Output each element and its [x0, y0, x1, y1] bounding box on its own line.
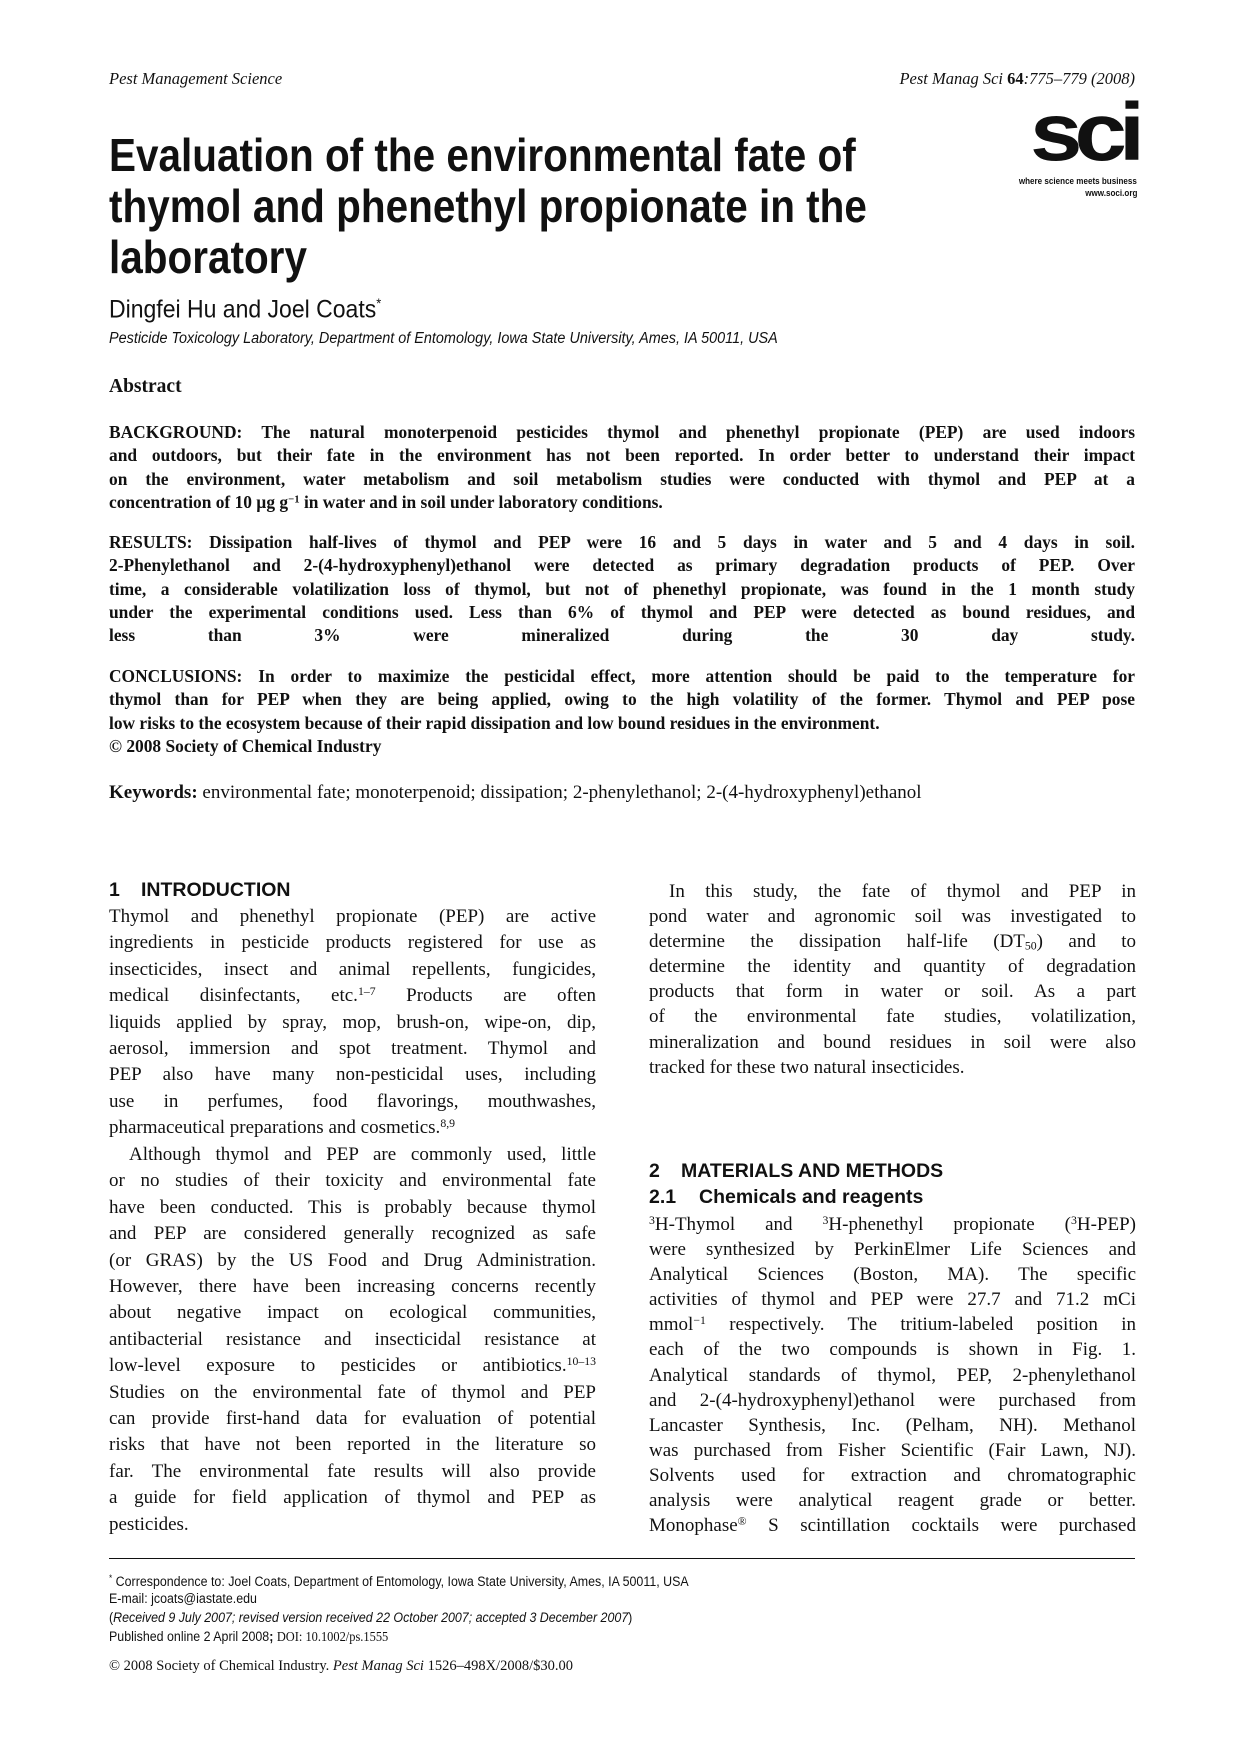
citation-pages: :775–779 (2008) — [1023, 69, 1135, 88]
title-line: Evaluation of the environmental fate of — [109, 129, 856, 181]
text-line: Analytical Sciences (Boston, MA). The specific — [649, 1264, 1136, 1286]
section-title: MATERIALS AND METHODS — [681, 1160, 944, 1182]
text-line: CONCLUSIONS: In order to maximize the pesticidal effect, more attention should be paid to the temperature for — [109, 666, 1135, 686]
sci-logo — [1005, 87, 1137, 202]
text-line: each of the two compounds is shown in Fig. 1. — [649, 1339, 1136, 1361]
citation-volume: 64 — [1007, 69, 1024, 88]
text-line: on the environment, water metabolism and soil metabolism studies were conducted with thymol and PEP at a — [109, 468, 1135, 489]
abstract-results — [109, 531, 1135, 647]
text-line: (or GRAS) by the US Food and Drug Administration. — [109, 1249, 596, 1271]
text-line: pesticides. — [109, 1513, 189, 1535]
copyright-footer — [109, 1658, 573, 1675]
section-number: 2 — [649, 1160, 660, 1182]
text-line: Solvents used for extraction and chromatographic — [649, 1464, 1136, 1486]
superscript: −1 — [693, 1314, 706, 1328]
correspondence-text: Correspondence to: Joel Coats, Department of Entomology, Iowa State University, Ames, IA 50011, USA — [112, 1574, 689, 1589]
footnote-email: E-mail: jcoats@iastate.edu — [109, 1591, 257, 1606]
citation-journal: Pest Manag Sci — [899, 69, 1004, 88]
keywords-label: Keywords: — [109, 782, 198, 803]
text-line: risks that have not been reported in the literature so — [109, 1434, 596, 1456]
text-line: pond water and agronomic soil was investigated to — [649, 906, 1136, 928]
superscript: 3 — [1070, 1214, 1077, 1228]
text-line: 2-Phenylethanol and 2-(4-hydroxyphenyl)ethanol were detected as primary degradation products of PEP. Over — [109, 555, 1135, 576]
author-names: Dingfei Hu and Joel Coats — [109, 295, 377, 324]
section-heading-introduction — [109, 879, 291, 902]
text-line: In this study, the fate of thymol and PEP in — [669, 881, 1136, 902]
text-line: activities of thymol and PEP were 27.7 and 71.2 mCi — [649, 1289, 1136, 1311]
text-line: tracked for these two natural insecticides. — [649, 1056, 965, 1078]
text-segment: respectively. The tritium-labeled position in — [705, 1314, 1136, 1336]
subsection-title: Chemicals and reagents — [699, 1186, 924, 1208]
text-segment: H-Thymol and — [654, 1214, 823, 1235]
text-segment: concentration of 10 µg g — [109, 491, 289, 512]
text-segment: ) and to — [1036, 931, 1136, 953]
text-line: far. The environmental fate results will also provide — [109, 1460, 596, 1482]
text-segment: Monophase — [649, 1515, 738, 1537]
subsection-number: 2.1 — [649, 1186, 677, 1208]
footnote-received: (Received 9 July 2007; revised version received 22 October 2007; accepted 3 December 2007) — [109, 1610, 633, 1625]
sci-logo-tagline: where science meets business — [1018, 176, 1137, 187]
sci-logo-url: www.soci.org — [1084, 188, 1137, 199]
superscript: 10–13 — [566, 1355, 596, 1369]
text-line: were synthesized by PerkinElmer Life Sciences and — [649, 1239, 1136, 1261]
running-header-citation — [899, 69, 1135, 89]
authors — [109, 295, 381, 324]
text-line: and PEP are considered generally recognized as safe — [109, 1223, 596, 1245]
superscript: 3 — [822, 1214, 829, 1228]
text-line: BACKGROUND: The natural monoterpenoid pesticides thymol and phenethyl propionate (PEP) are used indoors — [109, 422, 1135, 442]
text-line: liquids applied by spray, mop, brush-on, wipe-on, dip, — [109, 1011, 596, 1033]
abstract-heading: Abstract — [109, 376, 182, 397]
footnote-divider — [109, 1558, 1135, 1559]
text-line: analysis were analytical reagent grade or better. — [649, 1490, 1136, 1512]
text-line: about negative impact on ecological communities, — [109, 1302, 596, 1324]
doi[interactable]: DOI: 10.1002/ps.1555 — [276, 1629, 389, 1644]
text-line: Although thymol and PEP are commonly used, little — [129, 1144, 596, 1165]
text-line — [649, 1513, 1136, 1538]
text-line: PEP also have many non-pesticidal uses, including — [109, 1064, 596, 1086]
intro-paragraph-2 — [109, 1142, 596, 1538]
text-segment: mmol — [649, 1314, 694, 1336]
text-line: thymol than for PEP when they are being applied, owing to the high volatility of the former. Thymol and PEP pose — [109, 689, 1135, 710]
text-line — [109, 1353, 596, 1379]
text-line: Lancaster Synthesis, Inc. (Pelham, NH). Methanol — [649, 1414, 1136, 1436]
published-date: Published online 2 April 2008 — [109, 1629, 270, 1644]
text-line: and 2-(4-hydroxyphenyl)ethanol were purchased from — [649, 1389, 1136, 1411]
text-line: less than 3% were mineralized during the 30 day study. — [109, 625, 1135, 646]
keywords — [109, 782, 922, 804]
running-header-journal: Pest Management Science — [109, 69, 283, 88]
text-line: determine the identity and quantity of degradation — [649, 956, 1136, 978]
title-line: thymol and phenethyl propionate in the — [109, 180, 867, 232]
text-line: have been conducted. This is probably because thymol — [109, 1196, 596, 1218]
text-segment: H-PEP) — [1076, 1214, 1136, 1235]
text-line: mineralization and bound residues in soil were also — [649, 1031, 1136, 1053]
subsection-heading-chemicals — [649, 1186, 923, 1209]
text-segment: in water and in soil under laboratory conditions. — [299, 491, 663, 512]
section-number: 1 — [109, 879, 120, 901]
text-line: of the environmental fate studies, volatilization, — [649, 1006, 1136, 1028]
text-line: was purchased from Fisher Scientific (Fair Lawn, NJ). — [649, 1439, 1136, 1461]
copyright-suffix: 1526–498X/2008/$30.00 — [423, 1658, 573, 1674]
abstract-background — [109, 421, 1135, 514]
affiliation: Pesticide Toxicology Laboratory, Department of Entomology, Iowa State University, Ames, IA 50011, USA — [109, 330, 778, 347]
subscript: 50 — [1024, 939, 1037, 953]
superscript: −1 — [288, 493, 300, 506]
text-line: However, there have been increasing concerns recently — [109, 1276, 596, 1298]
text-line: or no studies of their toxicity and environmental fate — [109, 1170, 596, 1192]
text-line — [109, 1115, 596, 1141]
text-segment: determine the dissipation half-life (DT — [649, 931, 1025, 953]
text-segment: medical disinfectants, etc. — [109, 985, 358, 1007]
text-line: insecticides, insect and animal repellents, fungicides, — [109, 958, 596, 980]
text-line: Thymol and phenethyl propionate (PEP) are active — [109, 906, 596, 927]
intro-paragraph-1 — [109, 904, 596, 1142]
text-line: © 2008 Society of Chemical Industry — [109, 736, 382, 756]
section-title: INTRODUCTION — [141, 879, 291, 901]
text-line: can provide first-hand data for evaluation of potential — [109, 1408, 596, 1430]
methods-paragraph-1 — [649, 1212, 1136, 1538]
text-segment: S scintillation cocktails were purchased — [746, 1515, 1136, 1537]
text-line — [109, 491, 1135, 514]
footnote-published: Published online 2 April 2008; DOI: 10.1002/ps.1555 — [109, 1629, 389, 1644]
text-segment: pharmaceutical preparations and cosmetics. — [109, 1117, 441, 1139]
text-line: a guide for field application of thymol and PEP as — [109, 1487, 596, 1509]
text-line: ingredients in pesticide products registered for use as — [109, 932, 596, 954]
text-line: and outdoors, but their fate in the environment has not been reported. In order better to understand their impact — [109, 445, 1135, 466]
superscript: ® — [737, 1515, 747, 1529]
text-line: products that form in water or soil. As a part — [649, 981, 1136, 1003]
footnote-mark: * — [109, 1573, 113, 1583]
superscript: 8,9 — [440, 1117, 456, 1131]
keywords-text: environmental fate; monoterpenoid; dissipation; 2-phenylethanol; 2-(4-hydroxyphenyl)ethanol — [197, 782, 922, 803]
text-segment: Products are often — [375, 985, 597, 1007]
copyright-journal: Pest Manag Sci — [332, 1658, 424, 1674]
sci-logo-mark: sci — [1030, 87, 1137, 178]
text-line: antibacterial resistance and insecticidal resistance at — [109, 1328, 596, 1350]
text-line: time, a considerable volatilization loss of thymol, but not of phenethyl propionate, was found in the 1 month study — [109, 578, 1135, 599]
text-segment: low-level exposure to pesticides or antibiotics. — [109, 1355, 567, 1377]
section-heading-methods — [649, 1160, 943, 1183]
intro-paragraph-3 — [649, 879, 1136, 1080]
text-line: use in perfumes, food flavorings, mouthwashes, — [109, 1090, 596, 1112]
text-line: aerosol, immersion and spot treatment. Thymol and — [109, 1038, 596, 1060]
abstract-copyright — [109, 735, 1135, 758]
received-dates: Received 9 July 2007; revised version received 22 October 2007; accepted 3 December 2007 — [113, 1610, 629, 1625]
superscript: 3 — [649, 1214, 655, 1228]
superscript: 1–7 — [357, 985, 376, 999]
footnote-correspondence — [109, 1573, 689, 1589]
article-title — [109, 130, 867, 283]
text-line: RESULTS: Dissipation half-lives of thymol and PEP were 16 and 5 days in water and 5 and 4 days in soil. — [109, 532, 1135, 552]
title-line: laboratory — [109, 231, 307, 283]
text-line: under the experimental conditions used. Less than 6% of thymol and PEP were detected as bound residues, and — [109, 601, 1135, 622]
text-line — [109, 983, 596, 1009]
text-segment: H-phenethyl propionate ( — [828, 1214, 1071, 1235]
text-line — [649, 929, 1136, 954]
text-line: Analytical standards of thymol, PEP, 2-phenylethanol — [649, 1364, 1136, 1386]
corresponding-author-mark: * — [376, 295, 382, 311]
copyright-prefix: © 2008 Society of Chemical Industry. — [109, 1658, 333, 1674]
abstract-conclusions — [109, 665, 1135, 735]
text-line — [649, 1312, 1136, 1337]
text-line: low risks to the ecosystem because of their rapid dissipation and low bound residues in the environment. — [109, 712, 880, 733]
text-line — [649, 1212, 1136, 1237]
text-line: Studies on the environmental fate of thymol and PEP — [109, 1381, 596, 1403]
